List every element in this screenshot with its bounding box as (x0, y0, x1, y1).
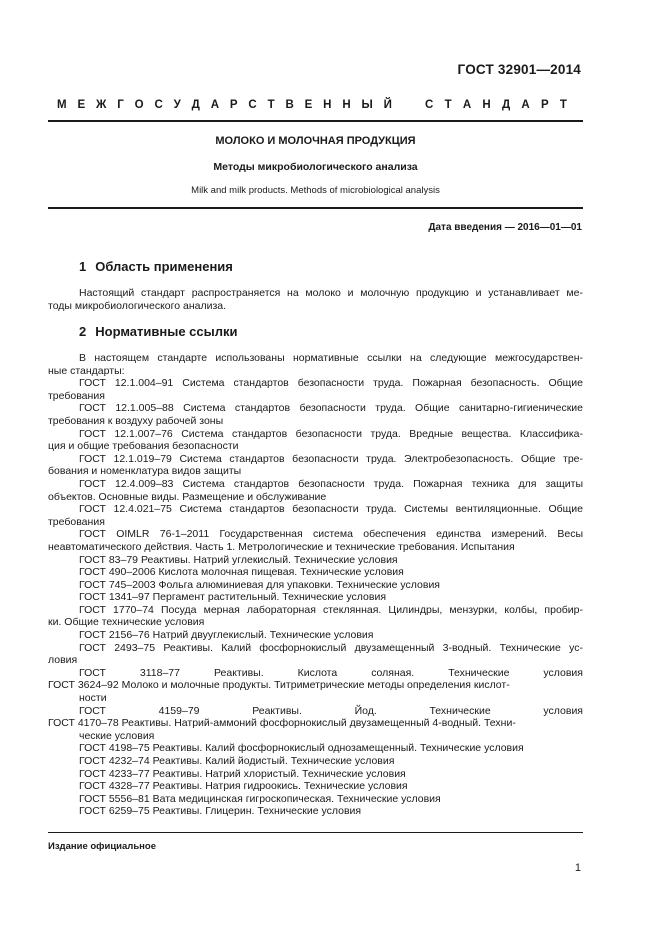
text-line: ки. Общие технические условия (48, 616, 205, 629)
doc-code: ГОСТ 32901—2014 (457, 62, 581, 77)
text-line: ГОСТ 12.1.005–88 Система стандартов безопасности труда. Общие санитарно-гигиенические (79, 402, 583, 415)
banner-letter: С (248, 99, 257, 111)
text-line: ловия (48, 654, 78, 667)
text-line: неавтоматического действия. Часть 1. Метрологические и технические требования. Испытания (48, 540, 515, 553)
banner-letter: Н (323, 99, 332, 111)
text-line: ности (79, 692, 107, 705)
banner-letter: Й (383, 99, 392, 111)
text-line: тоды микробиологического анализа. (48, 299, 227, 312)
text-line: объектов. Основные виды. Размещение и обслуживание (48, 490, 327, 503)
section-heading-references (79, 324, 237, 339)
banner-letter: Т (559, 99, 567, 111)
section-body-references (48, 352, 583, 818)
banner-letter: Г (117, 99, 124, 111)
text-line: требования (48, 389, 105, 402)
banner-letter: С (154, 99, 163, 111)
banner-letter: О (134, 99, 144, 111)
text-line: ГОСТ 4159–79 Реактивы. Йод. Технические условия (79, 704, 583, 717)
text-line: ГОСТ 5556–81 Вата медицинская гигроскопическая. Технические условия (79, 792, 441, 805)
footer-rule (48, 832, 583, 833)
text-line: ГОСТ 4232–74 Реактивы. Калий йодистый. Технические условия (79, 755, 395, 767)
text-line: ГОСТ 6259–75 Реактивы. Глицерин. Технические условия (79, 805, 362, 818)
banner-letter: А (521, 99, 530, 111)
banner-letter: Ы (361, 99, 373, 111)
title-en: Milk and milk products. Methods of microbiological analysis (191, 185, 440, 196)
banner-letter: Д (501, 99, 511, 111)
text-line: бования и номенклатура видов защиты (48, 465, 242, 478)
text-line: ГОСТ 4198–75 Реактивы. Калий фосфорнокислый однозамещенный. Технические условия (79, 742, 524, 755)
text-line: В настоящем стандарте использованы нормативные ссылки на следующие межгосударствен- (79, 352, 583, 364)
text-line: ГОСТ 2493–75 Реактивы. Калий фосфорнокислый двузамещенный 3-водный. Технические ус- (79, 641, 583, 654)
text-line: ческие условия (79, 729, 155, 742)
banner-letter: Т (444, 99, 452, 111)
text-line: ГОСТ 12.1.019–79 Система стандартов безопасности труда. Электробезопасность. Общие тре- (79, 452, 583, 465)
banner-letter: Т (267, 99, 275, 111)
text-line: требования к воздуху рабочей зоны (48, 414, 224, 427)
header-rule (48, 120, 583, 122)
banner-letter: М (57, 99, 67, 111)
title-rule (48, 207, 583, 209)
section-number: 1 (79, 259, 87, 274)
banner-letter: С (425, 99, 434, 111)
text-line: ция и общие требования безопасности (48, 440, 239, 453)
page-number: 1 (574, 862, 581, 874)
title-ru: МОЛОКО И МОЛОЧНАЯ ПРОДУКЦИЯ (215, 135, 416, 147)
text-line: ГОСТ 83–79 Реактивы. Натрий углекислый. Технические условия (79, 553, 398, 566)
text-line: ГОСТ 12.1.004–91 Система стандартов безопасности труда. Пожарная безопасность. Общие (79, 377, 583, 390)
section-heading-scope (79, 259, 233, 274)
text-line: ГОСТ 12.4.009–83 Система стандартов безопасности труда. Пожарная техника для защиты (79, 477, 583, 490)
text-line: требования (48, 515, 105, 528)
banner-letter: Н (342, 99, 351, 111)
intro-date: Дата введения — 2016—01—01 (428, 222, 582, 233)
text-line: ГОСТ 4170–78 Реактивы. Натрий-аммоний фосфорнокислый двузамещенный 4-водный. Техни- (48, 717, 516, 730)
banner-letter: Д (191, 99, 200, 111)
banner-letter: Р (229, 99, 238, 111)
text-line: ные стандарты: (48, 364, 125, 377)
text-line: ГОСТ 2156–76 Натрий двууглекислый. Технические условия (79, 629, 374, 642)
section-title: Нормативные ссылки (95, 324, 238, 339)
banner-letter: А (210, 99, 220, 111)
section-title: Область применения (95, 259, 233, 274)
text-line: ГОСТ 12.1.007–76 Система стандартов безопасности труда. Вредные вещества. Классифика- (79, 427, 583, 440)
text-line: ГОСТ 3624–92 Молоко и молочные продукты. Титриметрические методы определения кислот- (48, 679, 510, 692)
banner-word-interstate (57, 99, 392, 111)
text-line: ГОСТ 12.4.021–75 Система стандартов безопасности труда. Системы вентиляционные. Общие (79, 503, 583, 516)
banner-letter: Е (304, 99, 313, 111)
banner-word-standard (425, 99, 567, 111)
banner-letter: Н (482, 99, 491, 111)
text-line: ГОСТ 4328–77 Реактивы. Натрия гидроокись. Технические условия (79, 780, 408, 793)
text-line: ГОСТ 745–2003 Фольга алюминиевая для упаковки. Технические условия (79, 578, 440, 591)
text-line: ГОСТ 490–2006 Кислота молочная пищевая. Технические условия (79, 566, 404, 579)
banner-letter: Ж (95, 99, 107, 111)
section-body-scope (48, 287, 583, 312)
banner-letter: У (173, 99, 181, 111)
subtitle-ru: Методы микробиологического анализа (213, 161, 418, 173)
standard-banner (57, 99, 567, 111)
text-line: ГОСТ 3118–77 Реактивы. Кислота соляная. Технические условия (79, 666, 583, 679)
banner-letter: Е (77, 99, 86, 111)
text-line: ГОСТ 1341–97 Пергамент растительный. Технические условия (79, 591, 387, 604)
text-line: ГОСТ 1770–74 Посуда мерная лабораторная стеклянная. Цилиндры, мензурки, колбы, пробир- (79, 603, 583, 616)
section-number: 2 (79, 324, 87, 339)
edition-label: Издание официальное (48, 841, 156, 852)
banner-letter: Р (540, 99, 549, 111)
banner-letter: В (285, 99, 294, 111)
banner-letter: А (462, 99, 472, 111)
text-line: ГОСТ 4233–77 Реактивы. Натрий хлористый. Технические условия (79, 767, 406, 780)
text-line: ГОСТ OIMLR 76-1–2011 Государственная система обеспечения единства измерений. Весы (79, 528, 583, 541)
text-line: Настоящий стандарт распространяется на молоко и молочную продукцию и устанавливает ме- (79, 287, 583, 299)
